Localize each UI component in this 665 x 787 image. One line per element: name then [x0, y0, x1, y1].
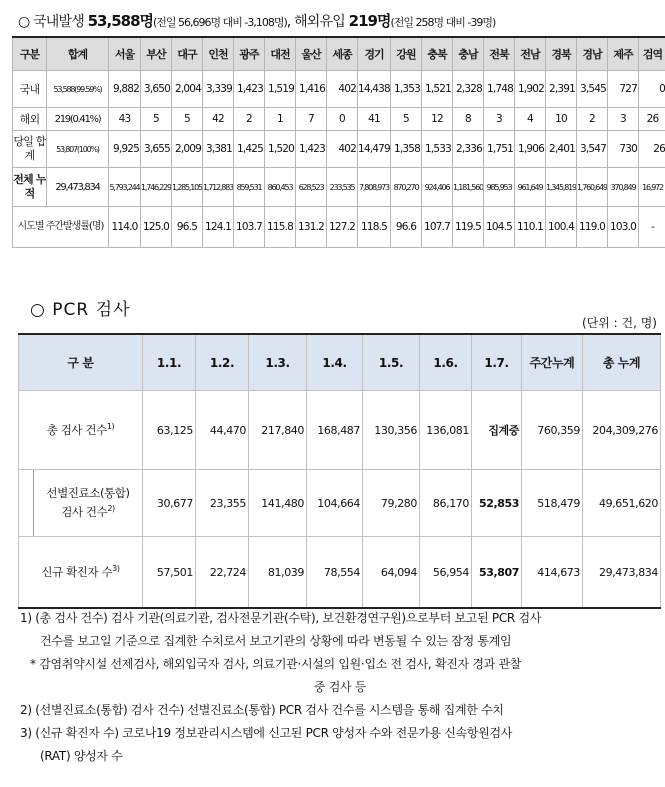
row-label-text: 신규 확진자 수: [41, 565, 113, 579]
value-cell: 3,545: [577, 71, 608, 108]
row-label: 해외: [13, 108, 47, 131]
value-cell: -: [639, 207, 665, 248]
value-cell: 859,531: [234, 168, 265, 207]
value-cell: 4: [515, 108, 546, 131]
header-cell: 세종: [327, 37, 358, 71]
value-cell: 64,094: [363, 537, 420, 609]
value-cell: 1,345,819: [546, 168, 577, 207]
header-cell: 1.6.: [420, 334, 472, 391]
footnote-3: 3) (신규 확진자 수) 코로나19 정보관리시스템에 신고된 PCR 양성자 수와 전문가용 신속항원검사: [20, 726, 513, 740]
value-cell: 125.0: [141, 207, 172, 248]
value-cell: 43: [109, 108, 141, 131]
value-cell: 81,039: [249, 537, 307, 609]
header-cell: 인천: [203, 37, 234, 71]
header-cell: 부산: [141, 37, 172, 71]
value-cell: 100.4: [546, 207, 577, 248]
table-row-screening-tests: [19, 470, 661, 537]
value-cell: 217,840: [249, 391, 307, 470]
header-cell: 구 분: [19, 334, 143, 391]
total-cell: 29,473,834: [47, 168, 109, 207]
value-cell: 104.5: [484, 207, 515, 248]
value-cell: 124.1: [203, 207, 234, 248]
value-cell: 110.1: [515, 207, 546, 248]
regional-cases-table: [12, 36, 665, 248]
value-cell: 7: [296, 108, 327, 131]
header-cell: 제주: [608, 37, 639, 71]
header-cell: 1.2.: [196, 334, 249, 391]
value-cell: 1,748: [484, 71, 515, 108]
value-cell: 924,406: [422, 168, 453, 207]
value-cell: 114.0: [109, 207, 141, 248]
footnote-1-star: * 감염취약시설 선제검사, 해외입국자 검사, 의료기관·시설의 입원·입소 전 검사, 확진자 경과 관찰: [30, 657, 522, 671]
domestic-count: 53,588명: [87, 12, 153, 30]
value-cell: 2,401: [546, 131, 577, 168]
value-cell: 1,423: [296, 131, 327, 168]
value-cell: 727: [608, 71, 639, 108]
value-cell: 7,808,973: [358, 168, 391, 207]
header-cell: 충남: [453, 37, 484, 71]
value-cell: 42: [203, 108, 234, 131]
row-label-box: [33, 470, 142, 536]
unit-label: (단위 : 건, 명): [581, 316, 657, 330]
value-cell: 1,521: [422, 71, 453, 108]
value-cell: 104,664: [307, 470, 363, 537]
value-cell: 57,501: [143, 537, 196, 609]
table-row-cumulative: [13, 168, 665, 207]
value-cell: 41: [358, 108, 391, 131]
value-cell: 0: [327, 108, 358, 131]
header-cell: 1.1.: [143, 334, 196, 391]
value-cell: 96.6: [391, 207, 422, 248]
value-cell: 860,453: [265, 168, 296, 207]
value-cell: 402: [327, 71, 358, 108]
value-cell: 119.5: [453, 207, 484, 248]
value-cell: 1,358: [391, 131, 422, 168]
overseas-count: 219명: [348, 12, 391, 30]
header-cell: 대구: [172, 37, 203, 71]
value-cell: 1,746,229: [141, 168, 172, 207]
row-label-text: 검사 건수: [61, 504, 108, 519]
value-cell: 1: [265, 108, 296, 131]
value-cell: 131.2: [296, 207, 327, 248]
value-cell: 63,125: [143, 391, 196, 470]
value-cell: 29,473,834: [583, 537, 661, 609]
header-cell: 전북: [484, 37, 515, 71]
value-cell: 985,953: [484, 168, 515, 207]
value-cell: 233,535: [327, 168, 358, 207]
header-cell: 합계: [47, 37, 109, 71]
value-cell: 14,438: [358, 71, 391, 108]
title-prefix: ○ 국내발생: [18, 14, 88, 30]
row-label-text: 총 검사 건수: [46, 423, 107, 437]
value-cell: 44,470: [196, 391, 249, 470]
value-cell: 2,336: [453, 131, 484, 168]
value-cell: 107.7: [422, 207, 453, 248]
value-cell: 119.0: [577, 207, 608, 248]
footnote-2: 2) (선별진료소(통합) 검사 건수) 선별진료소(통합) PCR 검사 건수를 시스템을 통해 집계한 수치: [20, 703, 504, 717]
table-row-new-cases: [19, 537, 661, 609]
header-cell: 검역: [639, 37, 665, 71]
value-cell: 52,853: [472, 470, 522, 537]
table-row-overseas: [13, 108, 665, 131]
value-cell: 3,339: [203, 71, 234, 108]
overseas-note: (전일 258명 대비 -39명): [390, 16, 496, 29]
value-cell: 730: [608, 131, 639, 168]
value-cell: 1,520: [265, 131, 296, 168]
value-cell: 1,760,649: [577, 168, 608, 207]
table-row-total-tests: [19, 391, 661, 470]
value-cell: 53,807: [472, 537, 522, 609]
footnote-1: 1) (총 검사 건수) 검사 기관(의료기관, 검사전문기관(수탁), 보건환경연구원)으로부터 보고된 PCR 검사: [20, 611, 542, 625]
table1-header-row: [13, 37, 665, 71]
value-cell: 370,849: [608, 168, 639, 207]
header-cell: 전남: [515, 37, 546, 71]
value-cell: 961,649: [515, 168, 546, 207]
value-cell: 3,655: [141, 131, 172, 168]
header-cell: 강원: [391, 37, 422, 71]
header-cell: 총 누계: [583, 334, 661, 391]
overseas-prefix: , 해외유입: [286, 14, 349, 30]
value-cell: 5: [172, 108, 203, 131]
value-cell: 2: [234, 108, 265, 131]
header-cell: 1.3.: [249, 334, 307, 391]
table2-header-row: [19, 334, 661, 391]
value-cell: 168,487: [307, 391, 363, 470]
value-cell: 22,724: [196, 537, 249, 609]
value-cell: 1,902: [515, 71, 546, 108]
value-cell: 12: [422, 108, 453, 131]
value-cell: 9,882: [109, 71, 141, 108]
footnotes: [20, 607, 660, 768]
table-row-today: [13, 131, 665, 168]
value-cell: 78,554: [307, 537, 363, 609]
row-label: [19, 391, 143, 470]
header-cell: 경남: [577, 37, 608, 71]
row-label: [19, 470, 143, 537]
value-cell: 118.5: [358, 207, 391, 248]
table-row-domestic: [13, 71, 665, 108]
value-cell: 1,353: [391, 71, 422, 108]
header-cell: 1.4.: [307, 334, 363, 391]
value-cell: 870,270: [391, 168, 422, 207]
value-cell: 402: [327, 131, 358, 168]
footnote-1-star-cont: 중 검사 등: [313, 680, 367, 694]
header-cell: 주간누계: [522, 334, 583, 391]
value-cell: 8: [453, 108, 484, 131]
value-cell: 3: [484, 108, 515, 131]
header-cell: 1.5.: [363, 334, 420, 391]
value-cell: 10: [546, 108, 577, 131]
value-cell: 1,712,883: [203, 168, 234, 207]
footnote-1-cont: 건수를 보고일 기준으로 집계한 수치로서 보고기관의 상황에 따라 변동될 수 있는 잠정 통계임: [40, 634, 512, 648]
value-cell: 115.8: [265, 207, 296, 248]
value-cell: 1,519: [265, 71, 296, 108]
header-cell: 광주: [234, 37, 265, 71]
value-cell: 760,359: [522, 391, 583, 470]
footnote-ref: 2): [107, 504, 115, 514]
total-cell: 53,807(100%): [47, 131, 109, 168]
header-cell: 대전: [265, 37, 296, 71]
row-label: 국내: [13, 71, 47, 108]
value-cell: 414,673: [522, 537, 583, 609]
footnote-3-cont: (RAT) 양성자 수: [40, 749, 123, 763]
row-label: 시도별 주간발생률(명): [13, 207, 109, 248]
value-cell: 3,381: [203, 131, 234, 168]
header-cell: 충북: [422, 37, 453, 71]
value-cell: 5,793,244: [109, 168, 141, 207]
header-cell: 서울: [109, 37, 141, 71]
footnote-ref: 1): [106, 422, 115, 432]
footnote-ref: 3): [112, 564, 120, 574]
value-cell: 518,479: [522, 470, 583, 537]
value-cell: 1,181,560: [453, 168, 484, 207]
value-cell: 96.5: [172, 207, 203, 248]
pcr-test-table: [18, 333, 661, 609]
value-cell: 23,355: [196, 470, 249, 537]
table-row-weekly-rate: [13, 207, 665, 248]
value-cell: 3,650: [141, 71, 172, 108]
header-cell: 구분: [13, 37, 47, 71]
value-cell: 2,004: [172, 71, 203, 108]
value-cell: 30,677: [143, 470, 196, 537]
value-cell: 5: [391, 108, 422, 131]
section1-title: [18, 10, 495, 31]
value-cell: 3,547: [577, 131, 608, 168]
value-cell: 103.0: [608, 207, 639, 248]
value-cell: 집계중: [472, 391, 522, 470]
value-cell: 79,280: [363, 470, 420, 537]
total-cell: 53,588(99.59%): [47, 71, 109, 108]
row-label: 전체 누적: [13, 168, 47, 207]
row-label-text: 선별진료소(통합): [46, 486, 130, 501]
value-cell: 1,423: [234, 71, 265, 108]
value-cell: 204,309,276: [583, 391, 661, 470]
value-cell: 2,328: [453, 71, 484, 108]
value-cell: 5: [141, 108, 172, 131]
row-label: 당일 합계: [13, 131, 47, 168]
value-cell: 141,480: [249, 470, 307, 537]
header-cell: 1.7.: [472, 334, 522, 391]
value-cell: 2: [577, 108, 608, 131]
value-cell: 130,356: [363, 391, 420, 470]
value-cell: 49,651,620: [583, 470, 661, 537]
value-cell: 2,009: [172, 131, 203, 168]
value-cell: 56,954: [420, 537, 472, 609]
value-cell: 1,533: [422, 131, 453, 168]
value-cell: 103.7: [234, 207, 265, 248]
value-cell: 1,416: [296, 71, 327, 108]
row-label: [19, 537, 143, 609]
value-cell: 1,906: [515, 131, 546, 168]
header-cell: 울산: [296, 37, 327, 71]
value-cell: 127.2: [327, 207, 358, 248]
value-cell: 1,285,105: [172, 168, 203, 207]
value-cell: 9,925: [109, 131, 141, 168]
header-cell: 경기: [358, 37, 391, 71]
value-cell: 86,170: [420, 470, 472, 537]
value-cell: 16,972: [639, 168, 665, 207]
domestic-note: (전일 56,696명 대비 -3,108명): [153, 16, 287, 29]
header-cell: 경북: [546, 37, 577, 71]
value-cell: 0: [639, 71, 665, 108]
value-cell: 1,751: [484, 131, 515, 168]
value-cell: 136,081: [420, 391, 472, 470]
value-cell: 3: [608, 108, 639, 131]
value-cell: 14,479: [358, 131, 391, 168]
value-cell: 2,391: [546, 71, 577, 108]
value-cell: 628,523: [296, 168, 327, 207]
total-cell: 219(0.41%): [47, 108, 109, 131]
section2-title: ○ PCR 검사: [30, 300, 131, 320]
value-cell: 26: [639, 131, 665, 168]
value-cell: 1,425: [234, 131, 265, 168]
value-cell: 26: [639, 108, 665, 131]
